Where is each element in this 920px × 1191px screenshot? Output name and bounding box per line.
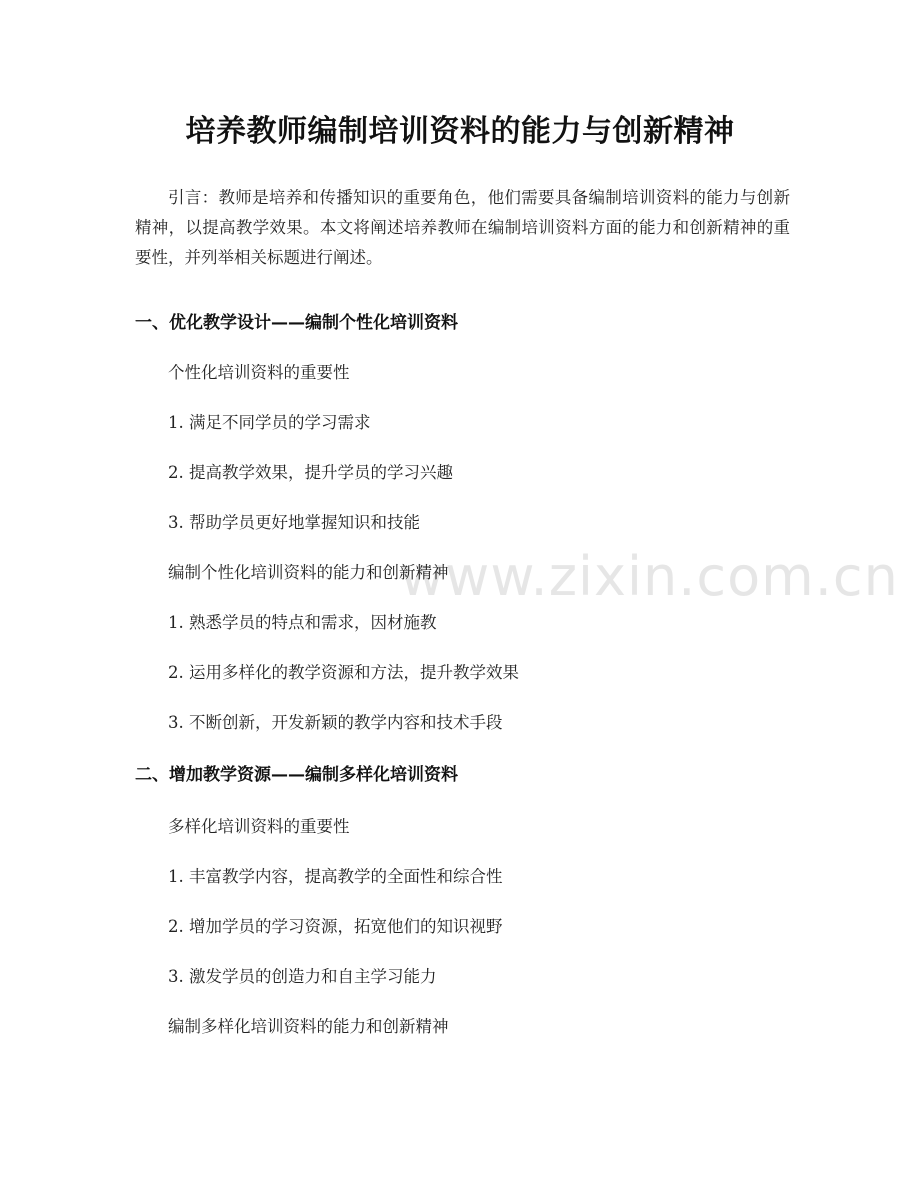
list-item: 2. 提高教学效果，提升学员的学习兴趣: [168, 463, 453, 482]
watermark: www.zixin.com.cn: [400, 545, 899, 608]
section-2-subheading-ability: 编制多样化培训资料的能力和创新精神: [168, 1017, 449, 1036]
list-item: 3. 不断创新，开发新颖的教学内容和技术手段: [168, 713, 503, 732]
list-item: 1. 满足不同学员的学习需求: [168, 413, 371, 432]
section-1-subheading-ability: 编制个性化培训资料的能力和创新精神: [168, 563, 449, 582]
section-heading-1: 一、优化教学设计——编制个性化培训资料: [135, 313, 458, 333]
list-item: 2. 增加学员的学习资源，拓宽他们的知识视野: [168, 917, 503, 936]
section-heading-2: 二、增加教学资源——编制多样化培训资料: [135, 765, 458, 785]
list-item: 3. 激发学员的创造力和自主学习能力: [168, 967, 437, 986]
list-item: 1. 丰富教学内容，提高教学的全面性和综合性: [168, 867, 503, 886]
list-item: 2. 运用多样化的教学资源和方法，提升教学效果: [168, 663, 519, 682]
section-2-subheading-importance: 多样化培训资料的重要性: [168, 817, 350, 836]
list-item: 1. 熟悉学员的特点和需求，因材施教: [168, 613, 437, 632]
section-1-subheading-importance: 个性化培训资料的重要性: [168, 363, 350, 382]
page-title: 培养教师编制培训资料的能力与创新精神: [185, 114, 735, 149]
list-item: 3. 帮助学员更好地掌握知识和技能: [168, 513, 420, 532]
intro-paragraph: 引言：教师是培养和传播知识的重要角色，他们需要具备编制培训资料的能力与创新精神，以提高教学效果。本文将阐述培养教师在编制培训资料方面的能力和创新精神的重要性，并列举相关标题进行阐述。: [135, 188, 790, 267]
